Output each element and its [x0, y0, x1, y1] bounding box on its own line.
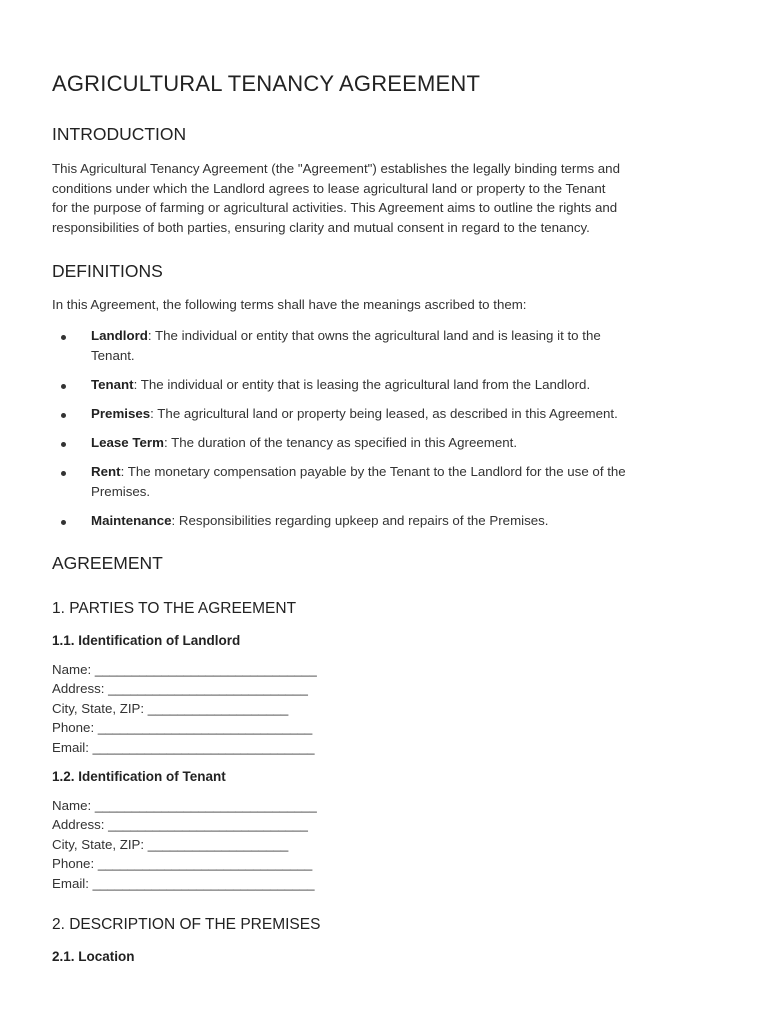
landlord-email-field[interactable]: Email: ______________________________	[52, 740, 315, 755]
definition-item-maintenance	[91, 511, 721, 531]
definition-item-premises	[91, 404, 721, 424]
definition-text-cont: Premises.	[91, 483, 151, 499]
introduction-line-2: conditions under which the Landlord agrees to lease agricultural land or property to the Tenant	[52, 181, 606, 196]
definition-text: : The individual or entity that is leasing the agricultural land from the Landlord.	[133, 377, 591, 392]
definition-term: Tenant	[91, 377, 134, 392]
definition-term: Premises	[91, 406, 151, 421]
document-title: AGRICULTURAL TENANCY AGREEMENT	[52, 71, 481, 96]
definition-term: Rent	[91, 464, 121, 479]
landlord-phone-field[interactable]: Phone: _____________________________	[52, 720, 313, 735]
tenant-phone-field[interactable]: Phone: _____________________________	[52, 856, 313, 871]
landlord-identification-heading: 1.1. Identification of Landlord	[52, 633, 241, 648]
definition-term: Lease Term	[91, 435, 164, 450]
landlord-name-field[interactable]: Name: ______________________________	[52, 662, 317, 677]
location-heading: 2.1. Location	[52, 949, 135, 964]
introduction-line-3: for the purpose of farming or agricultural activities. This Agreement aims to outline the rights and	[52, 200, 618, 215]
landlord-city-state-zip-field[interactable]: City, State, ZIP: ___________________	[52, 701, 289, 716]
landlord-address-field[interactable]: Address: ___________________________	[52, 681, 308, 696]
bullet-icon	[61, 413, 66, 418]
definition-item-landlord	[91, 326, 721, 365]
tenant-email-field[interactable]: Email: ______________________________	[52, 876, 315, 891]
tenant-identification-heading: 1.2. Identification of Tenant	[52, 769, 226, 784]
introduction-line-4: responsibilities of both parties, ensuring clarity and mutual consent in regard to the tenancy.	[52, 220, 590, 235]
tenant-address-field[interactable]: Address: ___________________________	[52, 817, 308, 832]
introduction-heading: INTRODUCTION	[52, 124, 187, 144]
definition-term: Landlord	[91, 328, 148, 343]
definition-item-rent	[91, 462, 721, 501]
definition-text: : The individual or entity that owns the agricultural land and is leasing it to the	[147, 328, 601, 343]
tenant-city-state-zip-field[interactable]: City, State, ZIP: ___________________	[52, 837, 289, 852]
agreement-heading: AGREEMENT	[52, 553, 163, 573]
bullet-icon	[61, 520, 66, 525]
introduction-line-1: This Agricultural Tenancy Agreement (the "Agreement") establishes the legally binding terms and	[52, 161, 620, 176]
tenant-name-field[interactable]: Name: ______________________________	[52, 798, 317, 813]
definitions-intro: In this Agreement, the following terms shall have the meanings ascribed to them:	[52, 297, 527, 312]
definition-item-tenant	[91, 375, 721, 395]
definition-text: : The duration of the tenancy as specified in this Agreement.	[163, 435, 518, 450]
definition-item-lease-term	[91, 433, 721, 453]
definition-term: Maintenance	[91, 513, 172, 528]
section-2-heading: 2. DESCRIPTION OF THE PREMISES	[52, 916, 321, 933]
bullet-icon	[61, 471, 66, 476]
definition-text: : Responsibilities regarding upkeep and repairs of the Premises.	[171, 513, 549, 528]
bullet-icon	[61, 384, 66, 389]
definitions-heading: DEFINITIONS	[52, 261, 163, 281]
bullet-icon	[61, 335, 66, 340]
definition-text-cont: Tenant.	[91, 347, 135, 363]
section-1-heading: 1. PARTIES TO THE AGREEMENT	[52, 600, 297, 617]
definition-text: : The agricultural land or property being leased, as described in this Agreement.	[150, 406, 618, 421]
definition-text: : The monetary compensation payable by the Tenant to the Landlord for the use of the	[120, 464, 626, 479]
bullet-icon	[61, 442, 66, 447]
